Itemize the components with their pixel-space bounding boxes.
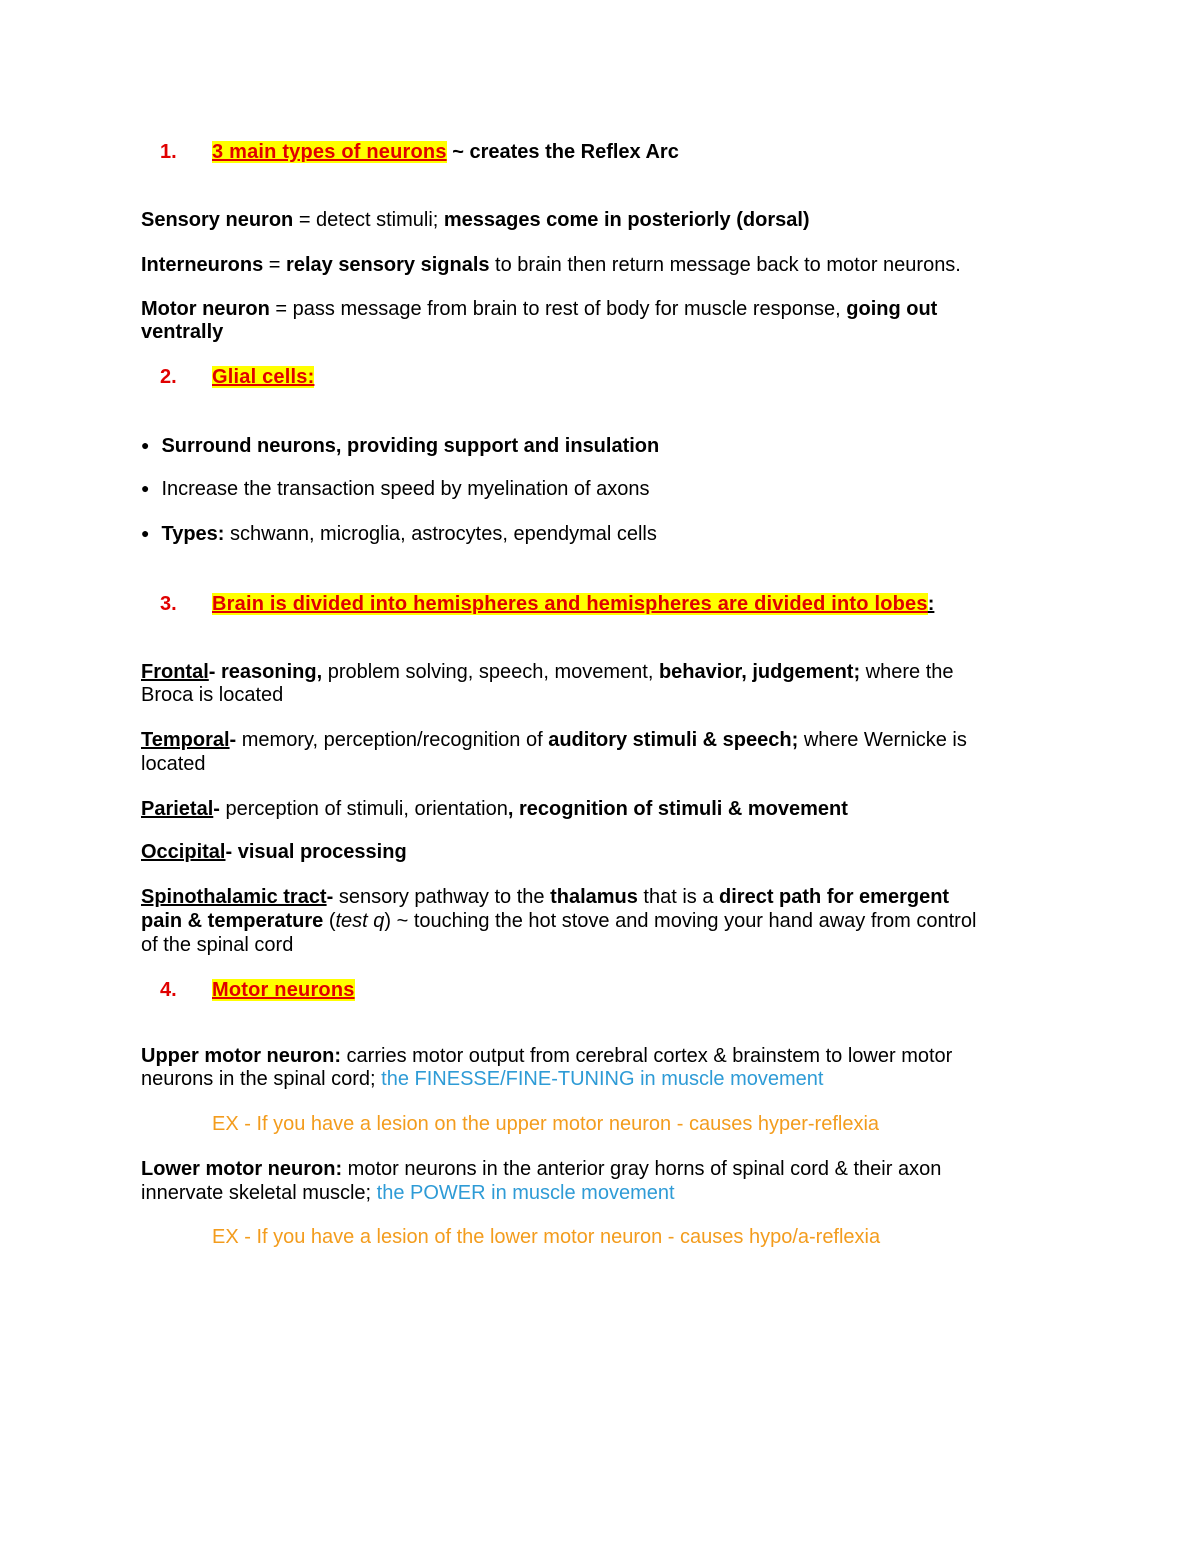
section-2-heading-line (212, 366, 314, 389)
frontal-bold-2: behavior, judgement; (658, 661, 861, 683)
temporal-dash: - (229, 729, 242, 751)
bullet-item-2 (141, 478, 650, 502)
section-3-heading-line (212, 593, 934, 616)
lower-motor-example: EX - If you have a lesion of the lower motor neuron - causes hypo/a-reflexia (212, 1226, 881, 1248)
motor-neuron-text: = pass message from brain to rest of body for muscle response, (269, 298, 847, 320)
occipital-line (141, 841, 407, 864)
lower-motor-text: motor neurons in the anterior gray horns of spinal cord & their axon (342, 1158, 942, 1180)
spinothalamic-dash: - (326, 886, 339, 908)
sensory-neuron-text: = detect stimuli; (293, 209, 444, 231)
upper-motor-example: EX - If you have a lesion on the upper motor neuron - causes hyper-reflexia (212, 1113, 880, 1135)
parietal-term: Parietal (141, 798, 214, 820)
spinothalamic-line-2 (141, 910, 976, 933)
spinothalamic-text-1: sensory pathway to the (338, 886, 551, 908)
spinothalamic-line (141, 886, 949, 909)
section-1-heading-rest: ~ creates the Reflex Arc (446, 141, 679, 163)
bullet-3-label: Types: (161, 523, 225, 545)
interneurons-text-1: = (263, 254, 287, 276)
sensory-neuron-term: Sensory neuron (141, 209, 294, 231)
spinothalamic-term: Spinothalamic tract (141, 886, 327, 908)
frontal-text-2: where the (860, 661, 954, 683)
upper-motor-line-2 (141, 1068, 823, 1091)
occipital-term: Occipital (141, 841, 226, 863)
bullet-icon: ● (141, 480, 150, 496)
temporal-bold: auditory stimuli & speech; (548, 729, 799, 751)
parietal-text: perception of stimuli, orientation (225, 798, 508, 820)
motor-neuron-bold: going out (846, 298, 938, 320)
sensory-neuron-line (141, 209, 810, 232)
temporal-line-2: located (141, 753, 206, 775)
lower-motor-blue-note: the POWER in muscle movement (376, 1182, 675, 1204)
parietal-dash: - (213, 798, 226, 820)
spinothalamic-bold-2: direct path for emergent (719, 886, 950, 908)
section-4-heading-line (212, 979, 355, 1002)
temporal-text-1: memory, perception/recognition of (241, 729, 549, 751)
motor-neuron-line-2: ventrally (141, 321, 224, 343)
interneurons-term: Interneurons (141, 254, 264, 276)
spinothalamic-bold-1: thalamus (550, 886, 638, 908)
temporal-term: Temporal (141, 729, 230, 751)
section-2-heading: Glial cells: (212, 366, 315, 388)
section-4-number: 4. (160, 979, 177, 1001)
upper-motor-term: Upper motor neuron: (141, 1045, 341, 1067)
frontal-text-1: problem solving, speech, movement, (322, 661, 659, 683)
motor-neuron-term: Motor neuron (141, 298, 270, 320)
spinothalamic-line-2-italic: test q (335, 910, 385, 932)
occipital-bold: - visual processing (225, 841, 407, 863)
bullet-3-text: schwann, microglia, astrocytes, ependymal cells (224, 523, 657, 545)
section-1-number: 1. (160, 141, 177, 163)
spinothalamic-line-3: of the spinal cord (141, 934, 294, 956)
bullet-1-text: Surround neurons, providing support and insulation (161, 435, 660, 457)
section-3-heading-colon: : (927, 593, 935, 615)
bullet-2-text: Increase the transaction speed by myelination of axons (161, 478, 650, 500)
upper-motor-line (141, 1045, 952, 1068)
bullet-icon: ● (141, 437, 150, 453)
lower-motor-line-2-text: innervate skeletal muscle; (141, 1182, 377, 1204)
lower-motor-line (141, 1158, 941, 1181)
sensory-neuron-bold: messages come in posteriorly (dorsal) (443, 209, 810, 231)
frontal-line (141, 661, 954, 684)
bullet-icon: ● (141, 525, 150, 541)
section-3-heading: Brain is divided into hemispheres and hemispheres are divided into lobes (212, 593, 928, 615)
section-3-number: 3. (160, 593, 177, 615)
temporal-text-2: where Wernicke is (798, 729, 967, 751)
interneurons-bold: relay sensory signals (286, 254, 490, 276)
frontal-line-2: Broca is located (141, 684, 284, 706)
upper-motor-text: carries motor output from cerebral cortex & brainstem to lower motor (341, 1045, 953, 1067)
frontal-dash: - (208, 661, 221, 683)
bullet-item-3 (141, 523, 657, 547)
upper-motor-line-2-text: neurons in the spinal cord; (141, 1068, 382, 1090)
bullet-item-1 (141, 435, 659, 459)
section-2-number: 2. (160, 366, 177, 388)
lower-motor-term: Lower motor neuron: (141, 1158, 343, 1180)
lower-motor-line-2 (141, 1182, 675, 1205)
temporal-line (141, 729, 967, 752)
section-1-heading: 3 main types of neurons (212, 141, 447, 163)
spinothalamic-text-2: that is a (637, 886, 720, 908)
spinothalamic-line-2-bold: pain & temperature (141, 910, 324, 932)
spinothalamic-line-2-text-1: ( (323, 910, 336, 932)
interneurons-text-2: to brain then return message back to motor neurons. (489, 254, 961, 276)
upper-motor-blue-note: the FINESSE/FINE-TUNING in muscle movement (381, 1068, 824, 1090)
section-4-heading: Motor neurons (212, 979, 355, 1001)
motor-neuron-line (141, 298, 937, 321)
frontal-bold-1: reasoning, (221, 661, 323, 683)
frontal-term: Frontal (141, 661, 209, 683)
parietal-bold: , recognition of stimuli & movement (507, 798, 848, 820)
parietal-line (141, 798, 848, 821)
section-1-heading-line (212, 141, 679, 164)
spinothalamic-line-2-text-2: ) ~ touching the hot stove and moving your hand away from control (384, 910, 977, 932)
interneurons-line (141, 254, 961, 277)
